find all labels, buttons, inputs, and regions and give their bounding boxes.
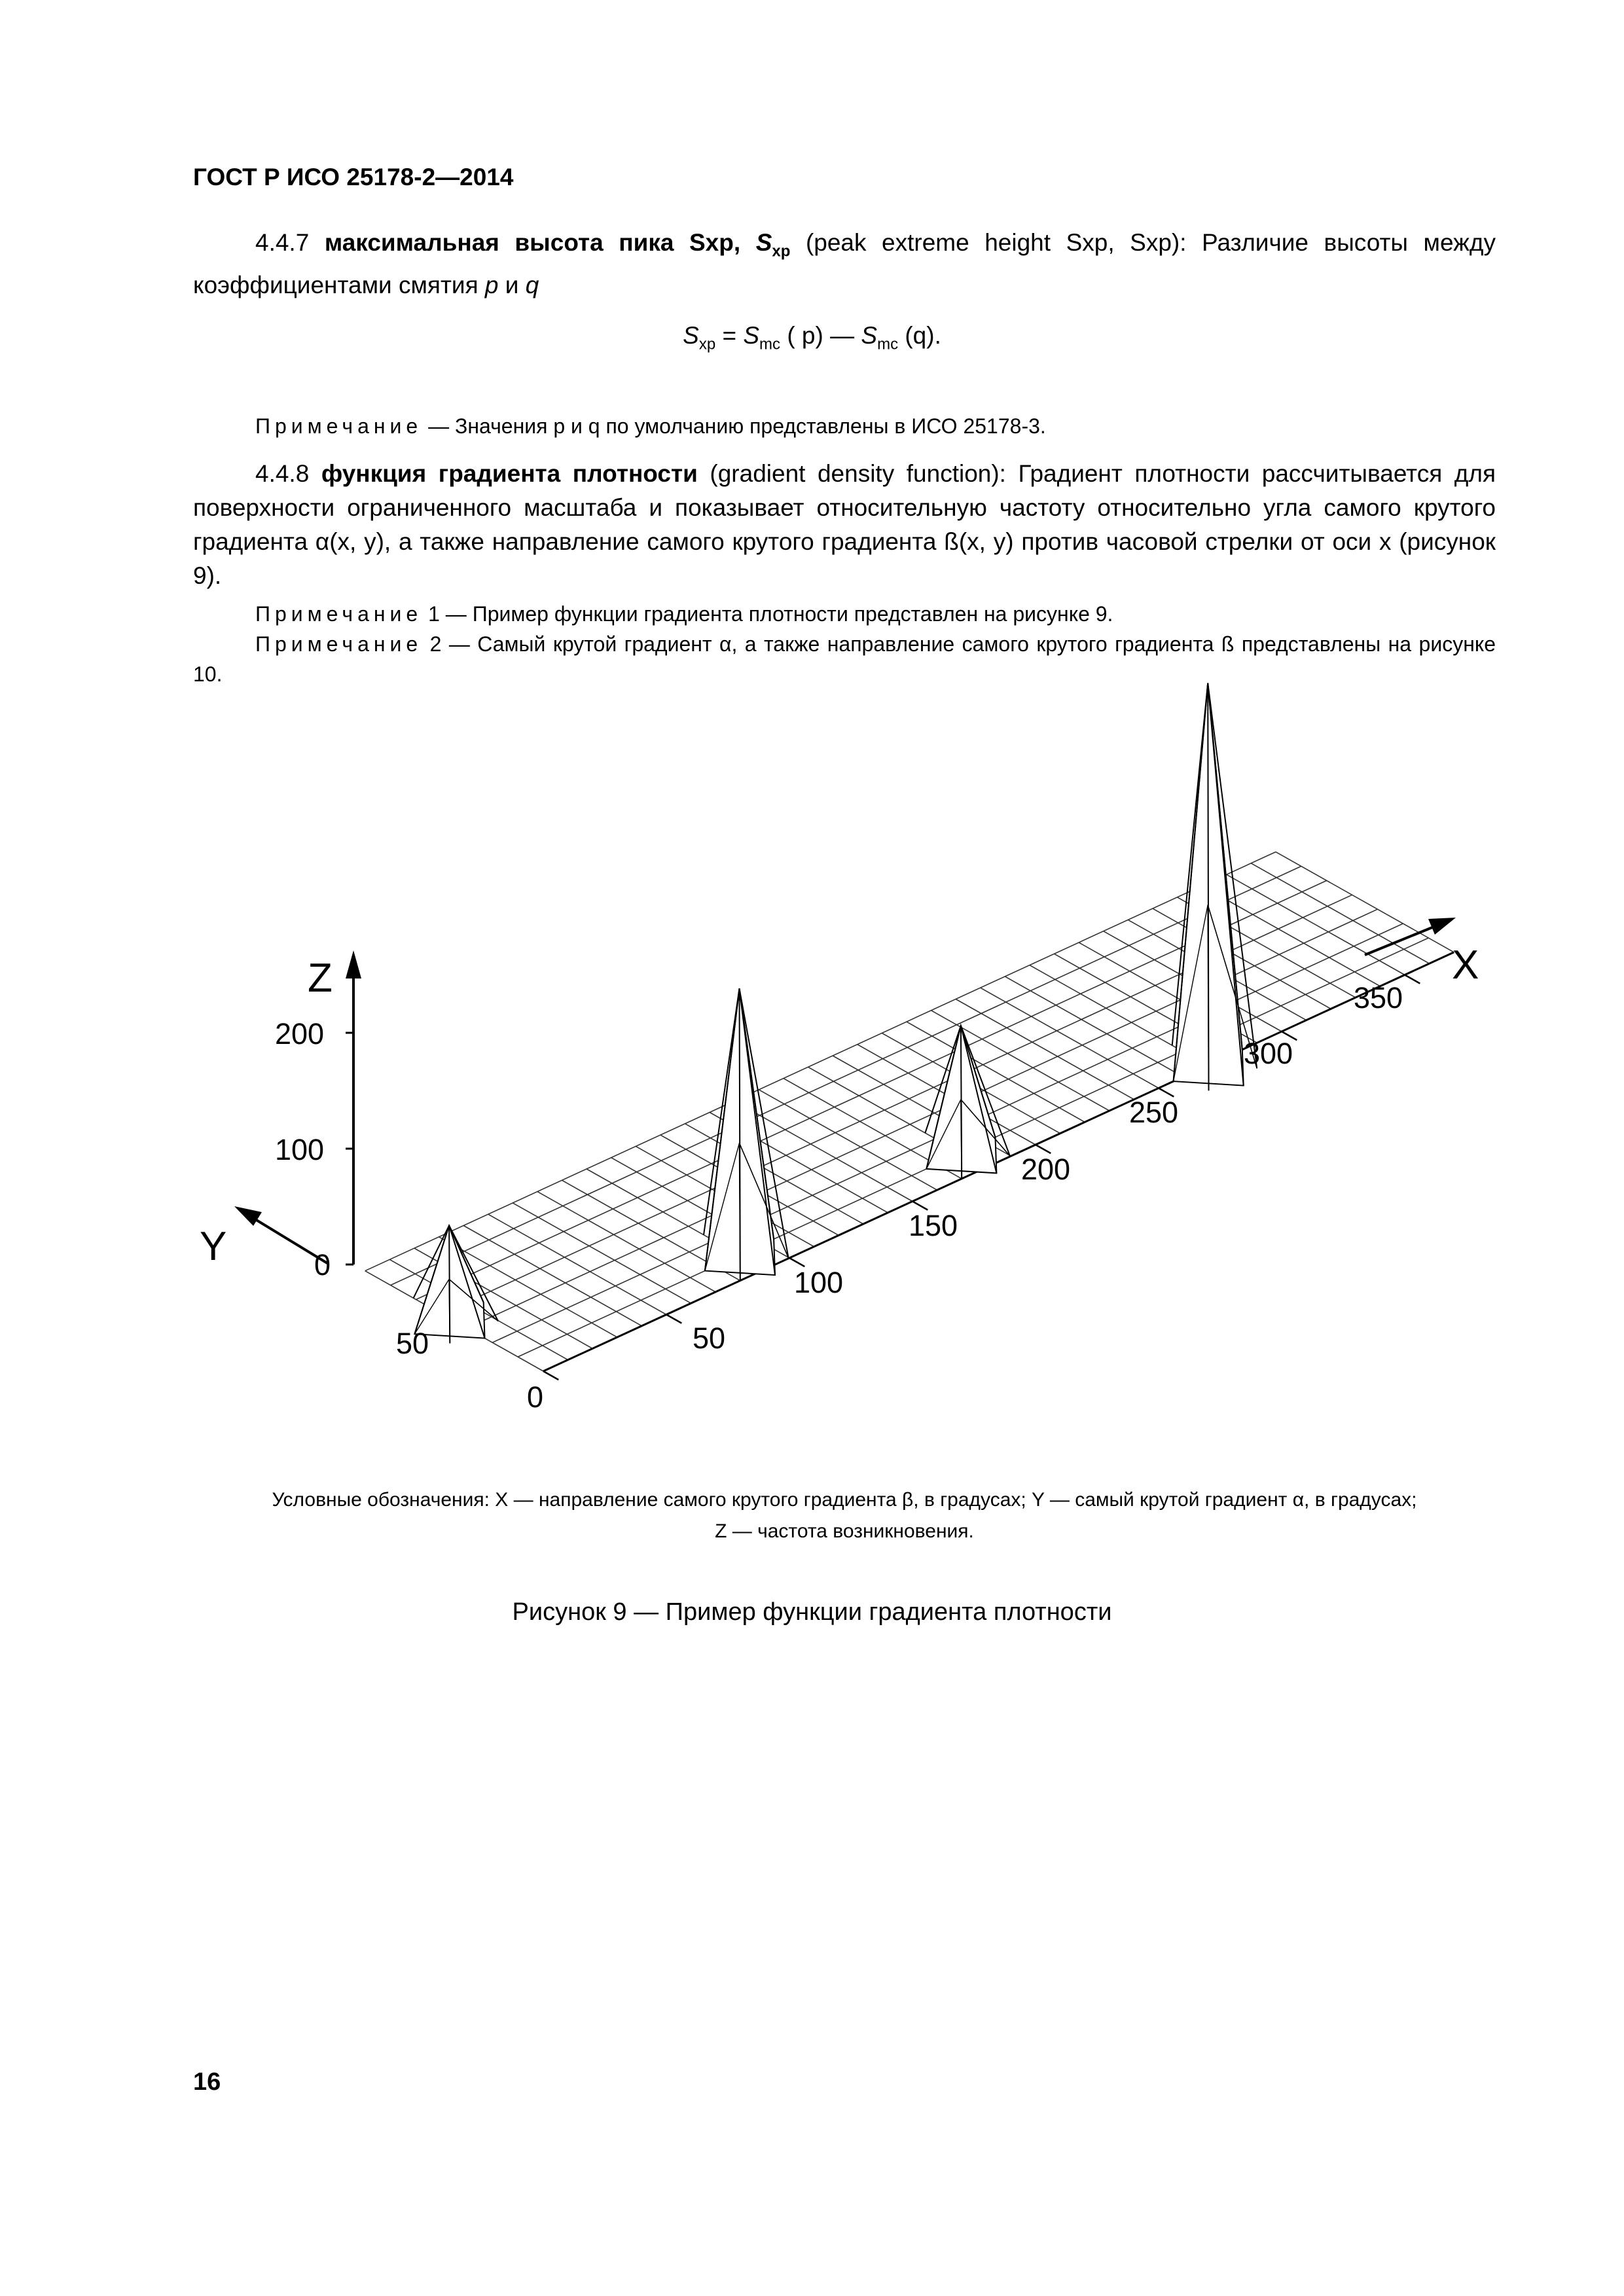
term-symbol: S bbox=[755, 229, 772, 256]
grid-line-y bbox=[685, 1124, 863, 1224]
grid-line-y bbox=[981, 988, 1159, 1088]
grid-line-y bbox=[488, 1214, 666, 1314]
term-title: функция градиента плотности bbox=[321, 460, 698, 487]
grid-line-y bbox=[1153, 908, 1331, 1009]
y-tick-label: 50 bbox=[396, 1327, 429, 1360]
z-axis-arrowhead bbox=[346, 950, 361, 978]
grid-line-y bbox=[463, 1226, 641, 1326]
grid-line-x bbox=[391, 867, 1301, 1285]
grid-line-y bbox=[1005, 977, 1183, 1077]
x-tick bbox=[1405, 975, 1420, 984]
var-p: p bbox=[484, 272, 499, 299]
note-number: 2 bbox=[429, 632, 442, 656]
conj-and: и bbox=[505, 272, 519, 299]
x-tick-label: 150 bbox=[909, 1209, 958, 1242]
grid-line-y bbox=[513, 1203, 691, 1303]
surface-peaks bbox=[414, 683, 1257, 1344]
x-tick-label: 0 bbox=[527, 1380, 544, 1414]
formula-arg2: (q). bbox=[898, 322, 941, 349]
note-text: — Пример функции градиента плотности представлен на рисунке 9. bbox=[445, 602, 1113, 626]
section-number: 4.4.8 bbox=[255, 460, 310, 487]
x-tick-label: 250 bbox=[1129, 1096, 1179, 1129]
x-tick-label: 300 bbox=[1244, 1037, 1293, 1070]
formula-arg1: ( p) — bbox=[780, 322, 861, 349]
z-axis-label: Z bbox=[308, 956, 333, 1001]
formula-s2: S bbox=[861, 322, 878, 349]
section-number: 4.4.7 bbox=[255, 229, 310, 256]
note-text: — Значения p и q по умолчанию представлены в ИСО 25178-3. bbox=[428, 414, 1046, 438]
surface-grid bbox=[365, 852, 1454, 1380]
formula-s1-sub: mc bbox=[759, 335, 781, 353]
figure-legend bbox=[193, 1484, 1496, 1547]
term-title: максимальная высота пика Sxp, bbox=[324, 229, 741, 256]
document-header: ГОСТ Р ИСО 25178-2—2014 bbox=[193, 164, 514, 190]
formula-s2-sub: mc bbox=[877, 335, 899, 353]
x-tick-label: 50 bbox=[693, 1321, 726, 1355]
formula-eq: = bbox=[715, 322, 744, 349]
z-tick-label: 0 bbox=[314, 1248, 331, 1282]
note-number: 1 bbox=[428, 602, 440, 626]
note-label: Примечание bbox=[255, 602, 423, 626]
note-label: Примечание bbox=[255, 632, 423, 656]
chart-axes bbox=[234, 918, 1456, 1265]
var-q: q bbox=[525, 272, 539, 299]
grid-line-y bbox=[1276, 852, 1454, 952]
grid-line-x bbox=[467, 909, 1377, 1328]
axis-labels bbox=[200, 942, 1479, 1414]
formula-lhs-sub: xp bbox=[698, 335, 716, 353]
z-tick-label: 200 bbox=[275, 1017, 325, 1050]
y-axis-arrowhead bbox=[234, 1206, 262, 1226]
grid-line-y bbox=[1227, 874, 1405, 975]
x-axis-label: X bbox=[1452, 942, 1479, 988]
note-label: Примечание bbox=[255, 414, 423, 438]
legend-line-1: Условные обозначения: X — направление самого крутого градиента β, в градусах; Y — самый крутой градиент α, в градусах; bbox=[272, 1489, 1417, 1511]
x-tick bbox=[666, 1315, 681, 1323]
grid-line-y bbox=[1251, 863, 1429, 963]
term-definition: (gradient density function): Градиент плотности рассчитывается для поверхности ограниченного масштаба и показывает относительную частоту относительно угла самого крутого градиента α(x, y), а также направление самого крутого градиента ß(x, y) против часовой стрелки от оси x (рисунок 9). bbox=[193, 460, 1496, 589]
y-axis-label: Y bbox=[200, 1224, 227, 1269]
grid-line-y bbox=[759, 1090, 937, 1190]
page-number: 16 bbox=[193, 2068, 221, 2096]
figure-caption: Рисунок 9 — Пример функции градиента плотности bbox=[512, 1598, 1112, 1626]
x-axis-arrowhead bbox=[1428, 918, 1456, 935]
grid-line-x bbox=[365, 852, 1276, 1271]
formula-lhs: S bbox=[683, 322, 699, 349]
grid-line-y bbox=[537, 1192, 715, 1292]
surface-front-edge bbox=[543, 952, 1454, 1371]
x-tick-label: 200 bbox=[1021, 1153, 1071, 1186]
note-text: — Самый крутой градиент α, а также направление самого крутого градиента ß представлены на рисунке 10. bbox=[193, 632, 1496, 686]
formula-s1: S bbox=[743, 322, 760, 349]
legend-line-2: Z — частота возникновения. bbox=[715, 1520, 974, 1542]
z-tick-label: 100 bbox=[275, 1133, 325, 1166]
x-tick-label: 350 bbox=[1354, 981, 1403, 1014]
term-definition: (peak extreme height Sxp, Sxp): Различие высоты между коэффициентами смятия bbox=[193, 229, 1496, 299]
x-tick-label: 100 bbox=[794, 1266, 844, 1299]
term-symbol-sub: xp bbox=[772, 242, 791, 260]
x-tick bbox=[543, 1371, 558, 1380]
